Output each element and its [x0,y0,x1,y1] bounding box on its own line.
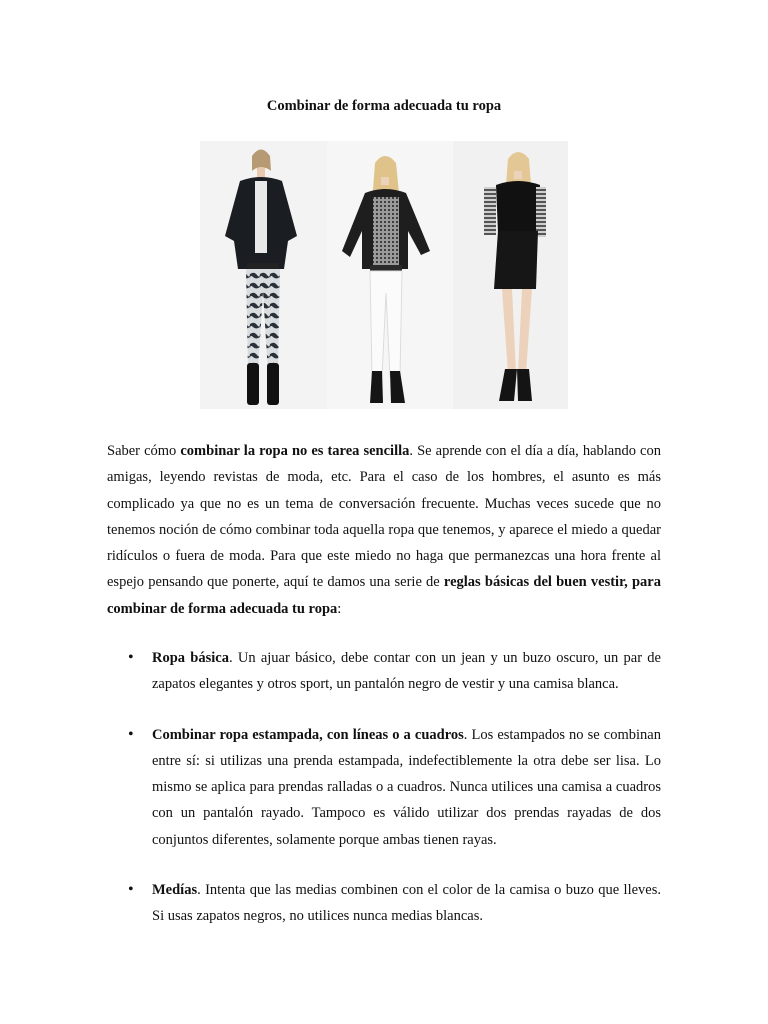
intro-emphasis-2: reglas básicas del buen vestir, para combinar de forma adecuada tu ropa [107,574,661,617]
bullet-marker: • [128,881,134,899]
intro-text-end: : [337,600,342,617]
bullet-marker: • [128,649,134,666]
intro-emphasis-1: combinar la ropa no es tarea sencilla [180,443,410,459]
fashion-photo [200,141,568,409]
list-item-text: . Los estampados no se combinan entre sí: si utilizas una prenda estampada, indefectiblemente la otra debe ser lisa. Lo mismo se aplica para prendas ralladas o a cuadros. Nunca utilices una camisa a cuadros con un pantalón rayado. Tampoco es válido utilizar dos prendas rayadas de dos conjuntos diferentes, solamente porque ambas tienen rayas. [152,726,661,848]
list-item [107,722,661,853]
list-item-text: . Intenta que las medias combinen con el color de la camisa o buzo que lleves. Si usas zapatos negros, no utilices nunca medias blancas. [152,882,661,925]
intro-paragraph [107,438,661,622]
bullet-marker: • [128,725,134,743]
intro-text-middle: . Se aprende con el día a día, hablando con amigas, leyendo revistas de moda, etc. Para el caso de los hombres, el asunto es más complicado ya que no es un tema de conversación frecuente. Muchas veces sucede que no tenemos noción de cómo combinar toda aquella ropa que tenemos, y aparece el miedo a quedar ridículos o fuera de moda. Para que este miedo no haga que permanezcas una hora frente al espejo pensando que ponerte, aquí te damos una serie de [107,443,661,591]
list-item-heading: Ropa básica [152,650,229,666]
list-item [107,645,661,698]
list-item-heading: Combinar ropa estampada, con líneas o a cuadros [152,726,464,743]
intro-text-start: Saber cómo [107,443,181,459]
fashion-illustration [200,141,568,409]
list-item-heading: Medías [152,882,198,899]
list-item-text: . Un ajuar básico, debe contar con un jean y un buzo oscuro, un par de zapatos elegantes y otros sport, un pantalón negro de vestir y una camisa blanca. [152,650,661,693]
list-item [107,877,661,930]
document-title: Combinar de forma adecuada tu ropa [266,98,502,114]
rules-list [107,645,661,930]
